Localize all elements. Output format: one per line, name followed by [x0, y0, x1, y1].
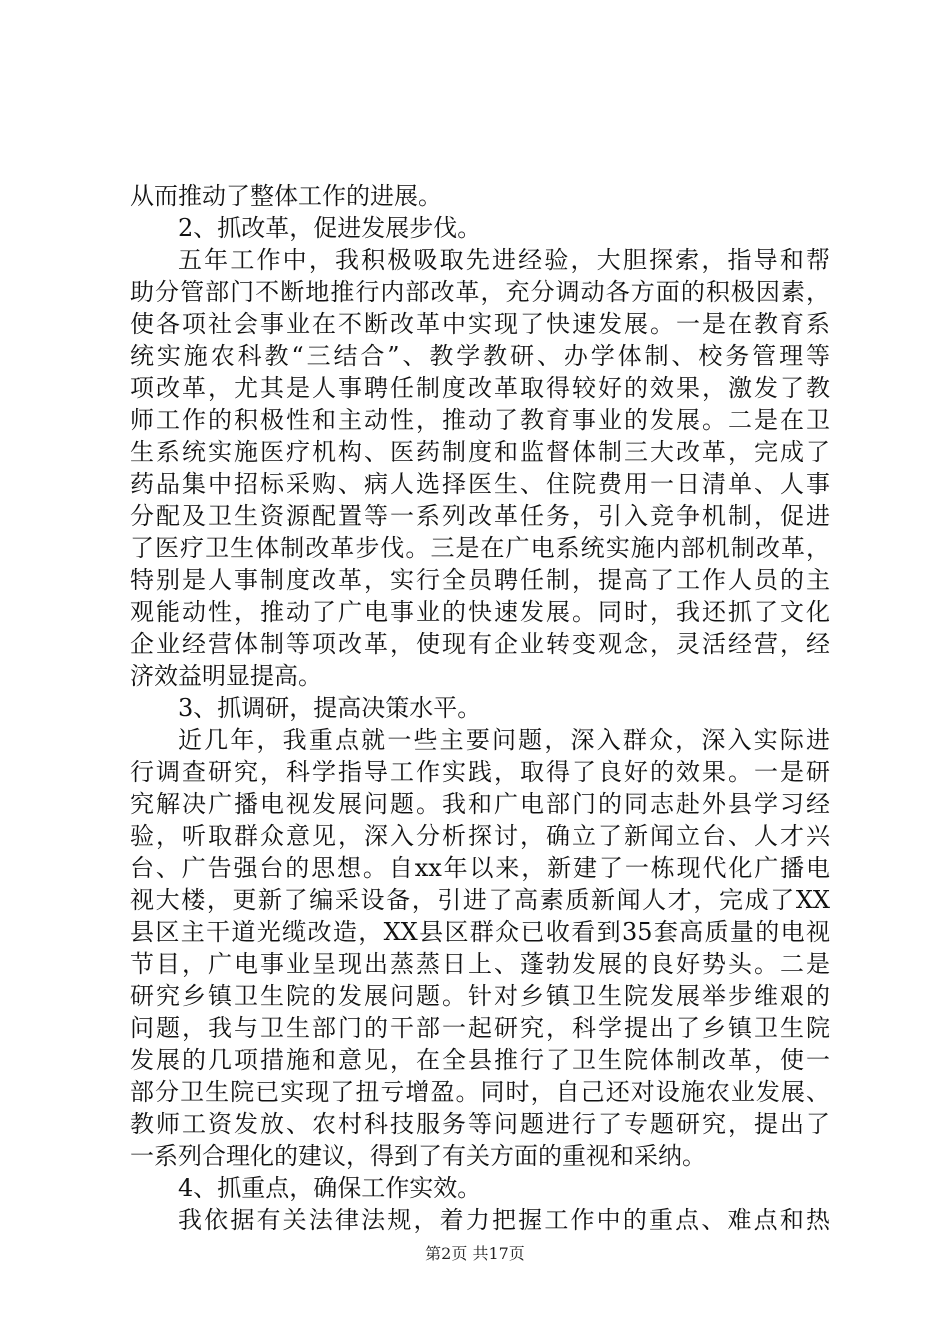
page-footer: 第2页 共17页 [425, 1244, 525, 1263]
text-line: 特别是人事制度改革，实行全员聘任制，提高了工作人员的主 [130, 566, 830, 594]
section-heading: 2、抓改革，促进发展步伐。 [178, 214, 482, 242]
text-line: 节目，广电事业呈现出蒸蒸日上、蓬勃发展的良好势头。二是 [130, 950, 830, 978]
text-line: 分配及卫生资源配置等一系列改革任务，引入竞争机制，促进 [130, 502, 830, 530]
text-line: 从而推动了整体工作的进展。 [130, 182, 442, 210]
text-line: 台、广告强台的思想。自xx年以来，新建了一栋现代化广播电 [130, 854, 830, 882]
text-line: 问题，我与卫生部门的干部一起研究，科学提出了乡镇卫生院 [130, 1014, 830, 1042]
text-line: 了医疗卫生体制改革步伐。三是在广电系统实施内部机制改革， [130, 534, 830, 562]
section-heading: 4、抓重点，确保工作实效。 [178, 1174, 482, 1202]
text-line: 师工作的积极性和主动性，推动了教育事业的发展。二是在卫 [130, 406, 830, 434]
text-line: 使各项社会事业在不断改革中实现了快速发展。一是在教育系 [130, 310, 830, 338]
text-line: 教师工资发放、农村科技服务等问题进行了专题研究，提出了 [130, 1110, 830, 1138]
text-line: 济效益明显提高。 [130, 662, 322, 690]
text-line: 企业经营体制等项改革，使现有企业转变观念，灵活经营，经 [130, 630, 830, 658]
text-line: 发展的几项措施和意见，在全县推行了卫生院体制改革，使一 [130, 1046, 830, 1074]
text-line: 部分卫生院已实现了扭亏增盈。同时，自己还对设施农业发展、 [130, 1078, 830, 1106]
text-line: 研究乡镇卫生院的发展问题。针对乡镇卫生院发展举步维艰的 [130, 982, 830, 1010]
text-line: 一系列合理化的建议，得到了有关方面的重视和采纳。 [130, 1142, 706, 1170]
text-line: 生系统实施医疗机构、医药制度和监督体制三大改革，完成了 [130, 438, 830, 466]
text-line: 视大楼，更新了编采设备，引进了高素质新闻人才，完成了XX [130, 886, 830, 914]
text-line: 五年工作中，我积极吸取先进经验，大胆探索，指导和帮 [178, 246, 830, 274]
text-line: 助分管部门不断地推行内部改革，充分调动各方面的积极因素， [130, 278, 830, 306]
text-line: 行调查研究，科学指导工作实践，取得了良好的效果。一是研 [130, 758, 830, 786]
text-line: 我依据有关法律法规，着力把握工作中的重点、难点和热 [178, 1206, 830, 1234]
text-line: 验，听取群众意见，深入分析探讨，确立了新闻立台、人才兴 [130, 822, 830, 850]
text-line: 项改革，尤其是人事聘任制度改革取得较好的效果，激发了教 [130, 374, 830, 402]
text-line: 近几年，我重点就一些主要问题，深入群众，深入实际进 [178, 726, 830, 754]
text-line: 药品集中招标采购、病人选择医生、住院费用一日清单、人事 [130, 470, 830, 498]
section-heading: 3、抓调研，提高决策水平。 [178, 694, 482, 722]
text-line: 县区主干道光缆改造，XX县区群众已收看到35套高质量的电视 [130, 918, 830, 946]
text-line: 观能动性，推动了广电事业的快速发展。同时，我还抓了文化 [130, 598, 830, 626]
text-line: 究解决广播电视发展问题。我和广电部门的同志赴外县学习经 [130, 790, 830, 818]
text-line: 统实施农科教“三结合”、教学教研、办学体制、校务管理等 [130, 342, 830, 370]
